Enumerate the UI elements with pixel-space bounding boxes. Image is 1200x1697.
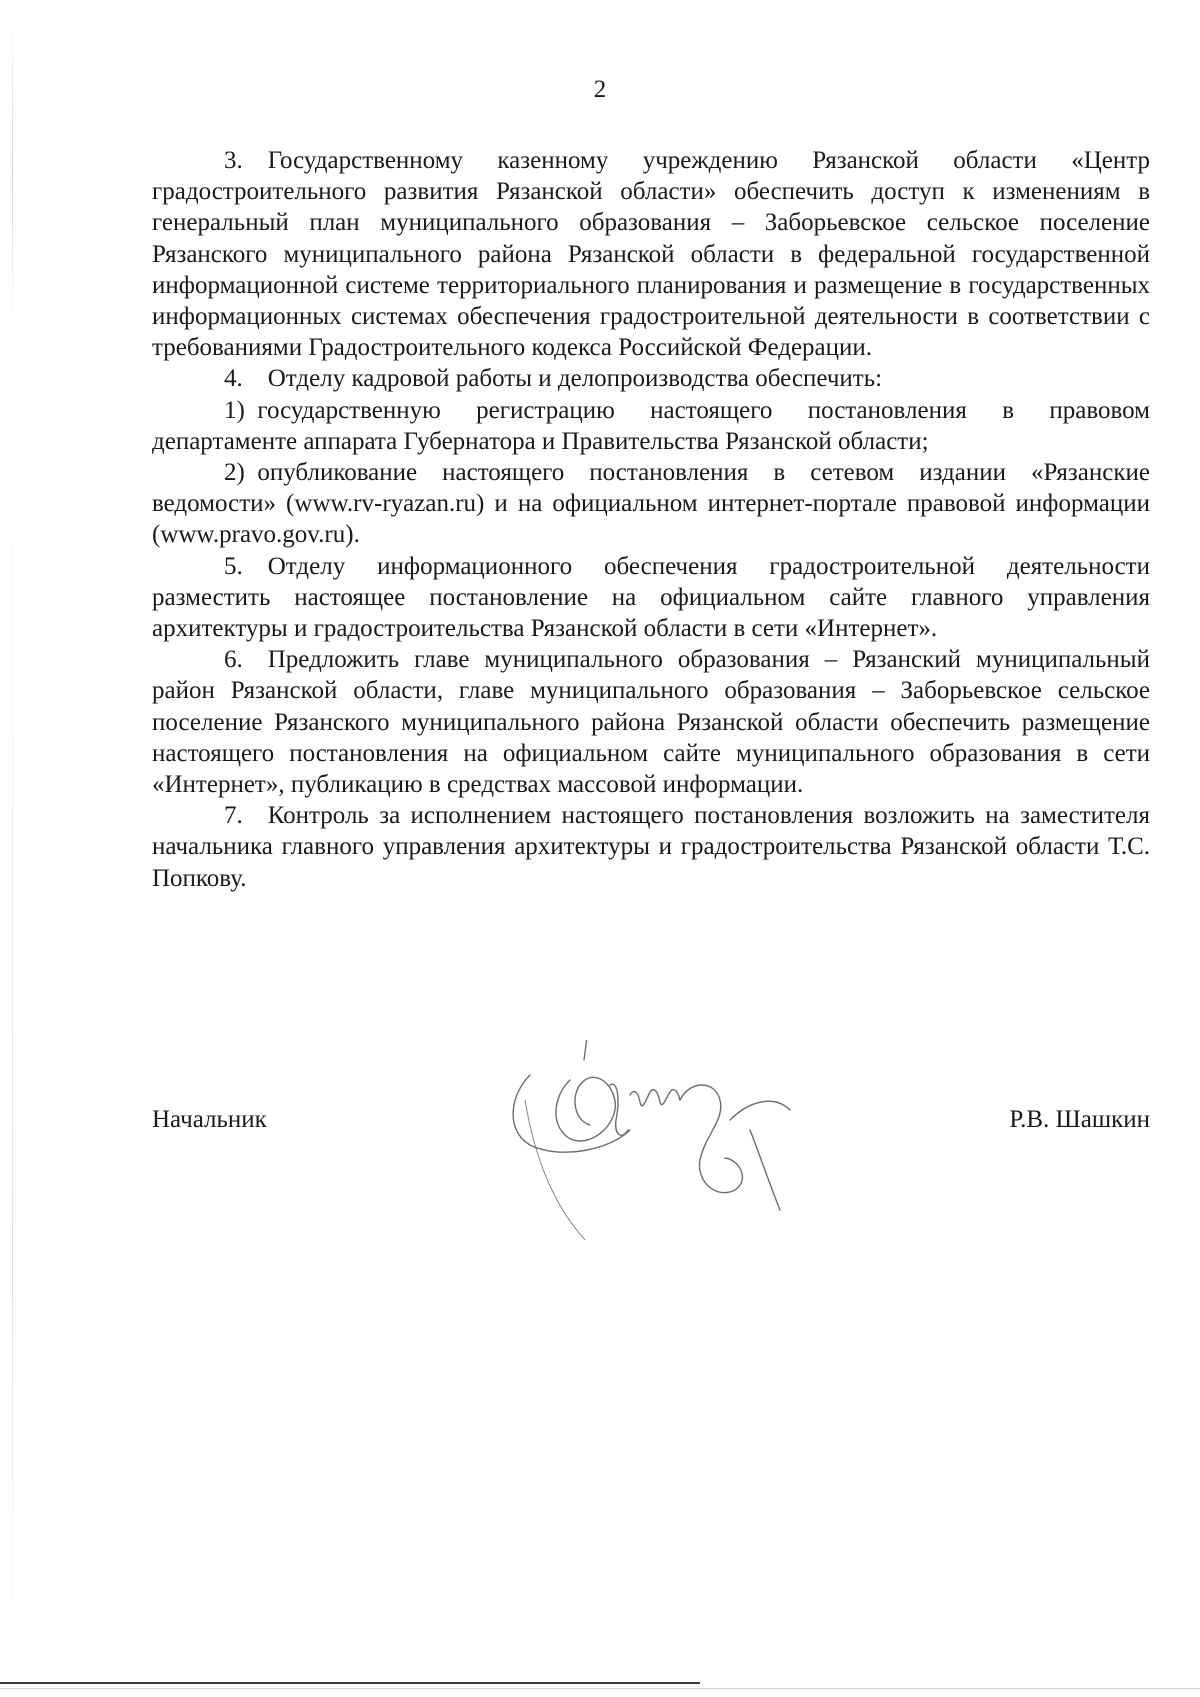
paragraph-4: 4. Отделу кадровой работы и делопроизводства обеспечить: <box>224 365 883 393</box>
scan-edge-bottom <box>0 1682 700 1684</box>
signatory-name: Р.В. Шашкин <box>1009 1106 1150 1133</box>
scan-edge-bottom-faint <box>0 1688 1200 1689</box>
page-number: 2 <box>593 76 607 103</box>
signature-block <box>152 1106 1150 1146</box>
signatory-title: Начальник <box>152 1106 267 1133</box>
document-body <box>152 145 1150 894</box>
paragraph-6: 6. Предложить главе муниципального образования – Рязанский муниципальный район Рязанской области, главе муниципального образования – Заборьевское сельское поселение Рязанского муниципального района Рязанской области обеспечить размещение настоящего постановления на официальном сайте муниципального образования в сети «Интернет», публикацию в средствах массовой информации. <box>152 646 1150 799</box>
scan-edge-left <box>12 0 13 1697</box>
paragraph-7: 7. Контроль за исполнением настоящего постановления возложить на заместителя начальника главного управления архитектуры и градостроительства Рязанской области Т.С. Попкову. <box>152 802 1150 892</box>
paragraph-3: 3. Государственному казенному учреждению Рязанской области «Центр градостроительного развития Рязанской области» обеспечить доступ к изменениям в генеральный план муниципального образования – Заборьевское сельское поселение Рязанского муниципального района Рязанской области в федеральной государственной информационной системе территориального планирования и размещение в государственных информационных системах обеспечения градостроительной деятельности в соответствии с требованиями Градостроительного кодекса Российской Федерации. <box>152 147 1150 362</box>
paragraph-5: 5. Отделу информационного обеспечения градостроительной деятельности разместить настоящее постановление на официальном сайте главного управления архитектуры и градостроительства Рязанской области в сети «Интернет». <box>152 552 1150 643</box>
paragraph-4-item-2: 2) опубликование настоящего постановления в сетевом издании «Рязанские ведомости» (www.rv-ryazan.ru) и на официальном интернет-портале правовой информации (www.pravo.gov.ru). <box>152 459 1150 549</box>
paragraph-4-item-1: 1) государственную регистрацию настоящего постановления в правовом департаменте аппарата Губернатора и Правительства Рязанской области; <box>152 396 1150 455</box>
